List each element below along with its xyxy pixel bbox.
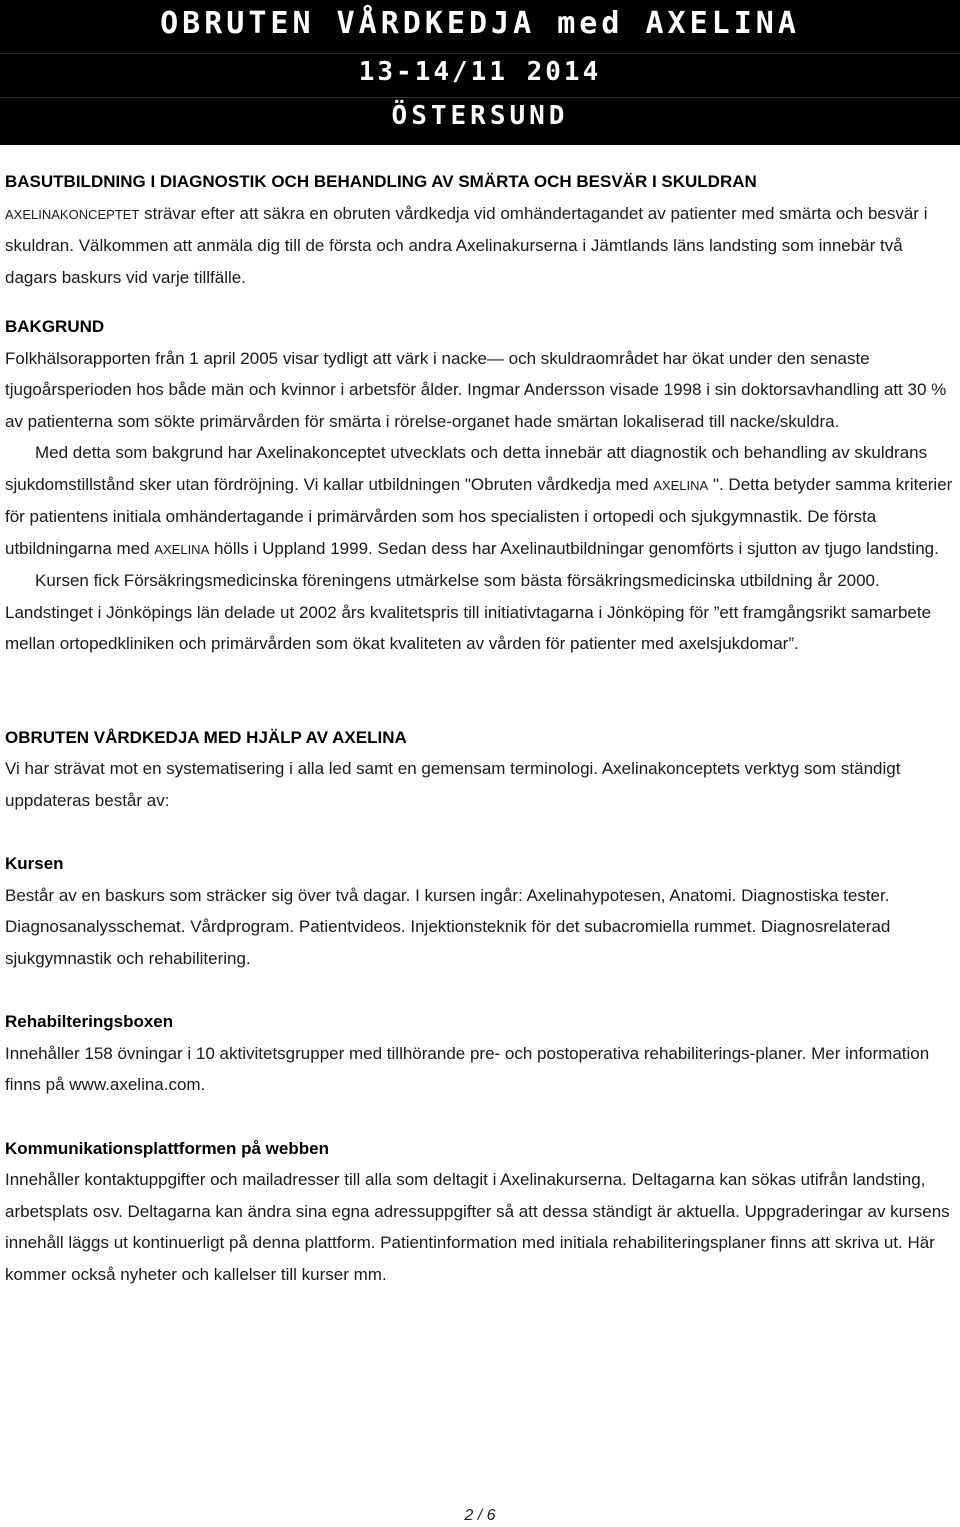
document-body [5, 166, 955, 1290]
banner-divider [0, 97, 960, 98]
background-paragraph-3: Kursen fick Försäkringsmedicinska föreningens utmärkelse som bästa försäkringsmedicinska utbildning år 2000. Landstinget i Jönköpings län delade ut 2002 års kvalitetspris till initiativtagarna i Jönköping för ”ett framgångsrikt samarbete mellan ortopedkliniken och primärvården som ökat kvaliteten av vården för patienter med axelsjukdomar”. [5, 571, 932, 653]
section-spacer [5, 974, 955, 1006]
background-text-a: Med detta som bakgrund har Axelinakonceptet utvecklats och detta innebär att diagnostik och behandling av skuldrans sjukdomstillstånd sker utan fördröjning. Vi kallar utbildningen "Obruten vårdkedja med [5, 443, 928, 494]
banner-date: 13-14/11 2014 [358, 57, 602, 87]
title-banner [0, 0, 960, 145]
care-chain-heading: OBRUTEN VÅRDKEDJA MED HJÄLP AV AXELINA [5, 727, 407, 747]
concept-term: AXELINAKONCEPTET [5, 206, 140, 222]
course-text: Består av en baskurs som sträcker sig över två dagar. I kursen ingår: Axelinahypotesen, Anatomi. Diagnostiska tester. Diagnosanalysschemat. Vårdprogram. Patientvideos. Injektionsteknik för det subacromiella rummet. Diagnosrelaterad sjukgymnastik och rehabilitering. [5, 885, 891, 968]
intro-paragraph [5, 198, 955, 294]
background-text-b: ". Detta betyder samma kriterier för patientens initiala omhändertagande i primärvården som hos specialisten i ortopedi och sjukgymnastik. De första utbildningarna med [5, 474, 953, 558]
banner-title: OBRUTEN VÅRDKEDJA med AXELINA [160, 6, 800, 41]
background-text-c: hölls i Uppland 1999. Sedan dess har Axelinautbildningar genomförts i sjutton av tjugo landsting. [209, 538, 939, 558]
section-spacer [5, 660, 955, 722]
course-heading: Kursen [5, 854, 64, 873]
background-paragraph-2 [5, 437, 955, 565]
intro-heading: BASUTBILDNING I DIAGNOSTIK OCH BEHANDLING AV SMÄRTA OCH BESVÄR I SKULDRAN [5, 172, 757, 191]
axelina-term: AXELINA [154, 541, 210, 557]
intro-text: strävar efter att säkra en obruten vårdkedja vid omhändertagandet av patienter med smärta och besvär i skuldran. Välkommen att anmäla dig till de första och andra Axelinakurserna i Jämtlands läns landsting som innebär två dagars baskurs vid varje tillfälle. [5, 203, 928, 287]
banner-city: ÖSTERSUND [391, 101, 569, 131]
rehab-box-heading: Rehabilteringsboxen [5, 1012, 174, 1031]
platform-heading: Kommunikationsplattformen på webben [5, 1138, 329, 1158]
page-number: 2 / 6 [464, 1507, 496, 1524]
background-heading: BAKGRUND [5, 317, 105, 336]
section-spacer [5, 293, 955, 311]
background-paragraph-1: Folkhälsorapporten från 1 april 2005 visar tydligt att värk i nacke— och skuldraområdet har ökat under den senaste tjugoårsperioden hos både män och kvinnor i arbetsför ålder. Ingmar Andersson visade 1998 i sin doktorsavhandling att 30 % av patienterna som sökte primärvården för smärta i rörelse-organet hade smärtan lokaliserad till nacke/skuldra. [5, 348, 947, 431]
banner-divider [0, 53, 960, 54]
section-spacer [5, 816, 955, 848]
axelina-term: AXELINA [653, 477, 709, 493]
care-chain-text: Vi har strävat mot en systematisering i alla led samt en gemensam terminologi. Axelinakonceptets verktyg som ständigt uppdateras består av: [5, 759, 901, 810]
platform-text: Innehåller kontaktuppgifter och mailadresser till alla som deltagit i Axelinakurserna. Deltagarna kan sökas utifrån landsting, arbetsplats osv. Deltagarna kan ändra sina egna adressuppgifter så att dessa ständigt är aktuella. Uppgraderingar av kursens innehåll läggs ut kontinuerligt på denna plattform. Patientinformation med initiala rehabiliteringsplaner finns att skriva ut. Här kommer också nyheter och kallelser till kurser mm. [5, 1170, 950, 1284]
rehab-box-text: Innehåller 158 övningar i 10 aktivitetsgrupper med tillhörande pre- och postoperativa rehabiliterings-planer. Mer information finns på www.axelina.com. [5, 1043, 930, 1094]
section-spacer [5, 1101, 955, 1133]
